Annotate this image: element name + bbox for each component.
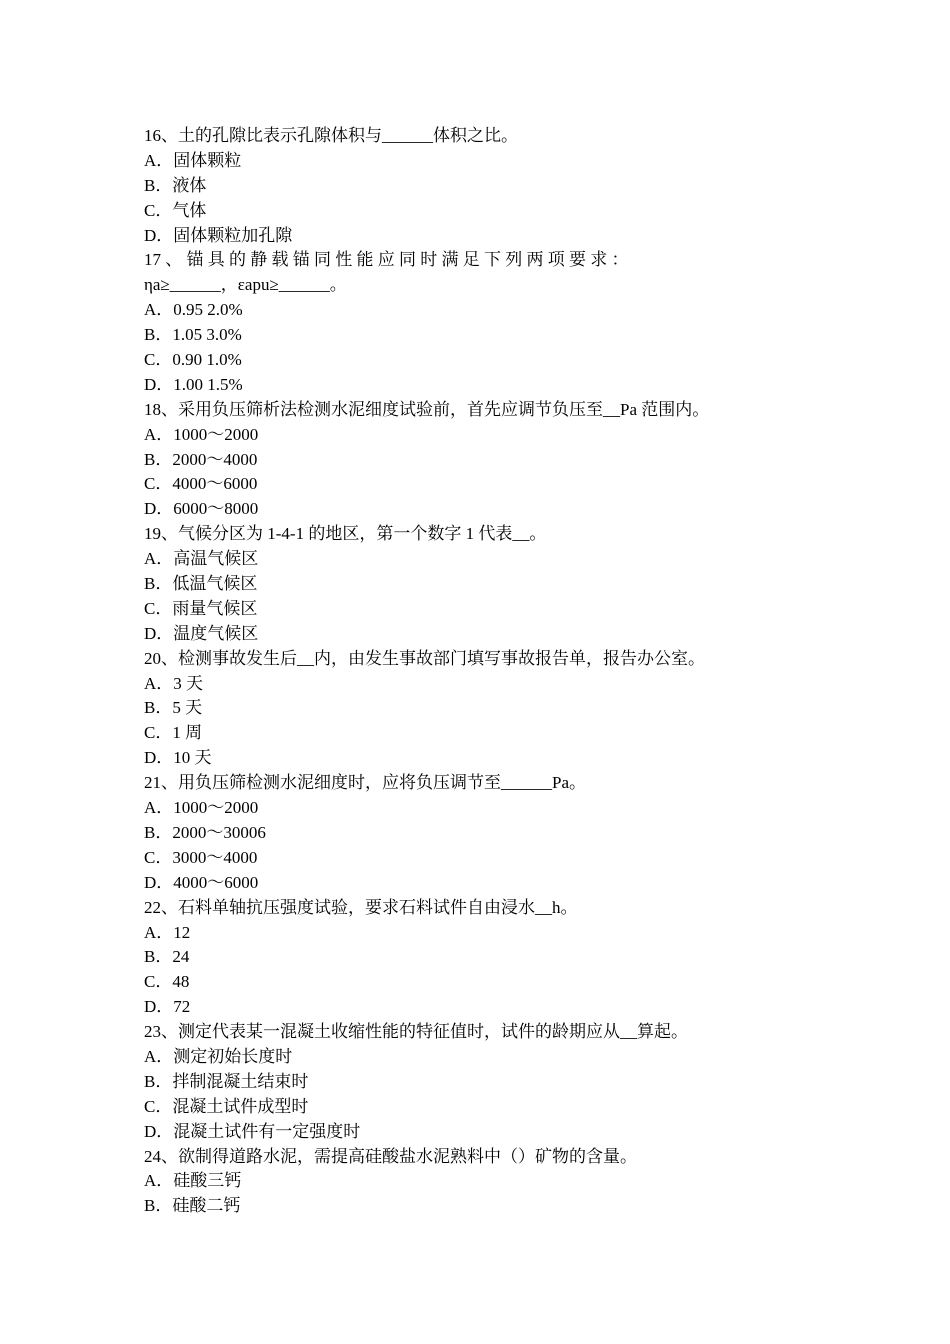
option-22-d: D．72 xyxy=(144,997,191,1017)
option-21-b: B．2000～30006 xyxy=(144,822,266,842)
option-18-b: B．2000～4000 xyxy=(144,449,258,469)
document-page xyxy=(144,124,804,1219)
option-16-a: A．固体颗粒 xyxy=(144,150,242,170)
question-22-text: 22、石料单轴抗压强度试验，要求石料试件自由浸水__h。 xyxy=(144,897,578,917)
option-20-c: C．1 周 xyxy=(144,723,203,743)
option-24-b: B．硅酸二钙 xyxy=(144,1196,241,1216)
option-23-a: A．测定初始长度时 xyxy=(144,1046,293,1066)
option-20-a: A．3 天 xyxy=(144,673,204,693)
option-17-a: A．0.95 2.0% xyxy=(144,300,243,320)
question-20-text: 20、检测事故发生后__内，由发生事故部门填写事故报告单，报告办公室。 xyxy=(144,648,705,668)
question-24-text: 24、欲制得道路水泥，需提高硅酸盐水泥熟料中（）矿物的含量。 xyxy=(144,1146,637,1166)
question-17-text-cont: ηa≥______，εapu≥______。 xyxy=(144,275,347,295)
question-16-text: 16、土的孔隙比表示孔隙体积与______体积之比。 xyxy=(144,126,518,145)
question-19-text: 19、气候分区为 1-4-1 的地区，第一个数字 1 代表__。 xyxy=(144,524,547,544)
option-20-d: D．10 天 xyxy=(144,748,212,768)
option-23-d: D．混凝土试件有一定强度时 xyxy=(144,1121,361,1141)
option-22-b: B．24 xyxy=(144,947,190,967)
option-16-d: D．固体颗粒加孔隙 xyxy=(144,225,293,245)
option-22-a: A．12 xyxy=(144,922,191,942)
option-19-b: B．低温气候区 xyxy=(144,574,258,594)
option-19-d: D．温度气候区 xyxy=(144,623,259,643)
option-18-d: D．6000～8000 xyxy=(144,499,259,519)
question-18-text: 18、采用负压筛析法检测水泥细度试验前，首先应调节负压至__Pa 范围内。 xyxy=(144,399,710,419)
option-23-b: B．拌制混凝土结束时 xyxy=(144,1071,309,1091)
option-20-b: B．5 天 xyxy=(144,698,203,718)
option-21-c: C．3000～4000 xyxy=(144,847,258,867)
option-21-d: D．4000～6000 xyxy=(144,872,259,892)
option-24-a: A．硅酸三钙 xyxy=(144,1171,242,1191)
option-19-c: C．雨量气候区 xyxy=(144,598,258,618)
option-23-c: C．混凝土试件成型时 xyxy=(144,1096,309,1116)
option-16-b: B．液体 xyxy=(144,175,207,195)
option-16-c: C．气体 xyxy=(144,200,207,220)
option-17-b: B．1.05 3.0% xyxy=(144,325,242,345)
option-19-a: A．高温气候区 xyxy=(144,549,259,569)
question-23-text: 23、测定代表某一混凝土收缩性能的特征值时，试件的龄期应从__算起。 xyxy=(144,1022,688,1042)
question-17-text: 17 、 锚 具 的 静 载 锚 同 性 能 应 同 时 满 足 下 列 两 项 要 求 ： xyxy=(144,250,629,270)
option-18-a: A．1000～2000 xyxy=(144,424,259,444)
option-18-c: C．4000～6000 xyxy=(144,474,258,494)
option-21-a: A．1000～2000 xyxy=(144,798,259,818)
option-17-d: D．1.00 1.5% xyxy=(144,374,243,394)
option-17-c: C．0.90 1.0% xyxy=(144,350,242,370)
option-22-c: C．48 xyxy=(144,972,190,992)
question-21-text: 21、用负压筛检测水泥细度时，应将负压调节至______Pa。 xyxy=(144,773,586,793)
